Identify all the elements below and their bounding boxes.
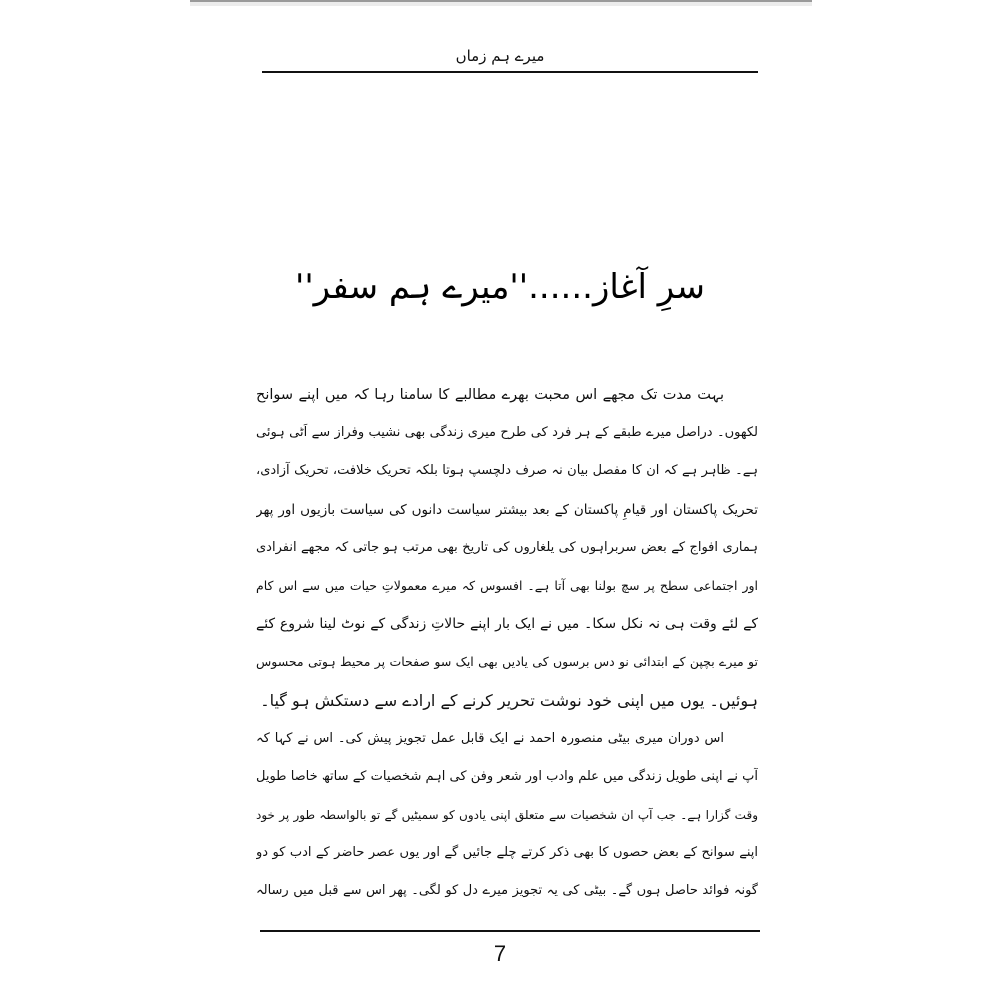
body-line: وقت گزارا ہے۔ جب آپ ان شخصیات سے متعلق اپنی یادوں کو سمیٹیں گے تو بالواسطہ طور پر خود bbox=[256, 808, 758, 823]
body-line: ہے۔ ظاہر ہے کہ ان کا مفصل بیان نہ صرف دلچسپ ہوتا بلکہ تحریک خلافت، تحریک آزادی، bbox=[256, 463, 758, 479]
scan-top-edge-shadow bbox=[190, 2, 812, 6]
body-line: لکھوں۔ دراصل میرے طبقے کے ہر فرد کی طرح میری زندگی بھی نشیب وفراز سے اَٹی ہوئی bbox=[256, 425, 758, 441]
body-line: ہوئیں۔ یوں میں اپنی خود نوشت تحریر کرنے کے ارادے سے دستکش ہو گیا۔ bbox=[260, 690, 758, 710]
body-line: گونہ فوائد حاصل ہوں گے۔ بیٹی کی یہ تجویز میرے دل کو لگی۔ پھر اس سے قبل میں رسالہ bbox=[256, 883, 758, 899]
chapter-title: سرِ آغاز......''میرے ہم سفر'' bbox=[294, 267, 706, 307]
running-head: میرے ہم زماں bbox=[455, 47, 545, 65]
body-line: تو میرے بچپن کے ابتدائی نو دس برسوں کی یادیں بھی ایک سو صفحات پر محیط ہوتی محسوس bbox=[256, 654, 758, 670]
page-number: 7 bbox=[493, 941, 507, 966]
header-rule bbox=[262, 71, 758, 73]
body-line: اس دوران میری بیٹی منصورہ احمد نے ایک قابل عمل تجویز پیش کی۔ اس نے کہا کہ bbox=[256, 730, 724, 746]
footer-rule bbox=[260, 930, 760, 932]
body-line: ہماری افواج کے بعض سربراہوں کی یلغاروں کی تاریخ بھی مرتب ہو جاتی کہ مجھے انفرادی bbox=[256, 539, 758, 555]
body-line: بہت مدت تک مجھے اس محبت بھرے مطالبے کا سامنا رہا کہ میں اپنے سوانح bbox=[256, 387, 724, 403]
body-line: آپ نے اپنی طویل زندگی میں علم وادب اور شعر وفن کی اہم شخصیات کے ساتھ خاصا طویل bbox=[256, 768, 758, 784]
body-text bbox=[256, 376, 758, 911]
body-line: اپنے سوانح کے بعض حصوں کا بھی ذکر کرتے چلے جائیں گے اور یوں عصر حاضر کے ادب کو دو bbox=[256, 845, 758, 861]
body-line: تحریک پاکستان اور قیامِ پاکستان کے بعد بیشتر سیاست دانوں کی سیاست بازیوں اور پھر bbox=[256, 501, 758, 518]
body-line: کے لئے وقت ہی نہ نکل سکا۔ میں نے ایک بار اپنے حالاتِ زندگی کے نوٹ لینا شروع کئے bbox=[256, 616, 758, 633]
body-line: اور اجتماعی سطح پر سچ بولنا بھی آتا ہے۔ افسوس کہ میرے معمولاتِ حیات میں سے اس کام bbox=[256, 577, 758, 593]
